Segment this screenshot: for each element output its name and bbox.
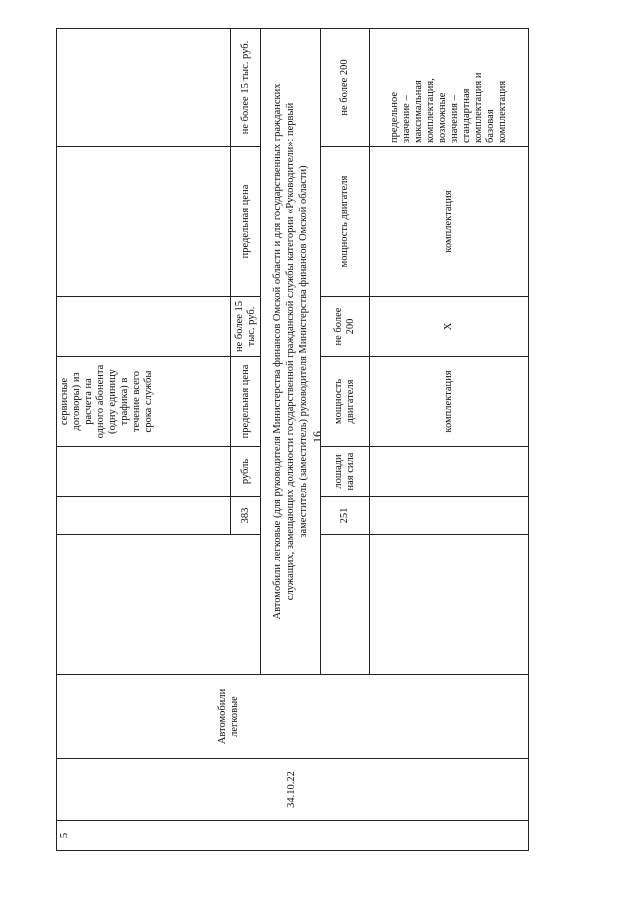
characteristic-value: не более 200 [338,59,350,116]
empty-cell [320,535,369,675]
section-title-line: служащих, замещающих должности государственной гражданской службы категории «Руководители»: первый [284,102,296,601]
description-line: одного абонента [95,364,107,439]
item-name: Автомобили легковые [217,688,241,745]
characteristic-label: мощность двигателя [338,175,350,268]
value-line: значение – [400,95,412,143]
okpd-code: 34.10.22 [286,771,298,808]
measure-unit: лошади ная сила [332,452,356,491]
section-title [261,29,320,675]
value-line: базовая [485,109,497,143]
description-line: расчета на [83,378,95,425]
characteristic-label: предельная цена [239,184,251,259]
characteristic-label: комплектация [442,370,454,433]
value-line: предельное [388,91,400,143]
value-line: значения – [448,95,460,143]
value-line: стандартная [461,88,473,143]
description-line: (одну единицу [107,369,119,434]
rotated-table-wrapper [56,29,529,851]
value-line: максимальная [412,80,424,143]
table-row [57,29,231,851]
characteristic-label: комплектация [442,190,454,253]
characteristic-cell [369,147,528,297]
okpd-code-cell [57,759,529,821]
characteristic-label: предельная цена [239,364,251,439]
measure-unit: рубль [239,458,251,485]
value-line: возможные [436,92,448,143]
section-title-line: заместитель (заместитель) руководителя Министерства финансов Омской области) [298,165,310,538]
description-line: трафика) в [119,377,131,426]
characteristic-cell [231,147,261,297]
characteristic-cell [320,357,369,447]
characteristic-value: не более 15 тыс. руб. [233,300,257,353]
item-name-cell [57,675,529,759]
empty-cell [57,29,231,147]
characteristic-value: не более 200 [332,307,356,346]
characteristic-value: X [442,322,454,331]
empty-cell [57,447,231,497]
value-cell [231,297,261,357]
empty-cell [57,147,231,297]
value-cell [320,297,369,357]
value-line: комплектация [497,80,509,143]
empty-cell [369,497,528,535]
value-cell [369,29,528,147]
catalog-table [56,28,529,851]
unit-cell [320,447,369,497]
description-line: сервисные [59,377,70,426]
section-title-line: Автомобили легковые (для руководителя Министерства финансов Омской области и для государственных гражданских [271,83,283,620]
empty-cell [57,297,231,357]
code-cell [320,497,369,535]
description-line: договоры) из [71,372,83,431]
empty-cell [369,535,528,675]
measure-code: 383 [239,507,251,524]
value-cell [320,29,369,147]
measure-code: 251 [338,507,350,524]
description-cell [57,357,231,447]
value-cell [369,297,528,357]
characteristic-value: не более 15 тыс. руб. [239,40,251,135]
description-line: срока службы [143,370,155,433]
code-cell [231,497,261,535]
description-line: течение всего [131,370,143,433]
empty-cell [57,535,261,675]
value-line: комплектация, [424,78,436,143]
characteristic-cell [231,357,261,447]
value-cell [231,29,261,147]
characteristic-cell [320,147,369,297]
row-number-cell [57,821,529,851]
page-number: 16 [310,431,324,443]
characteristic-label: мощность двигателя [332,378,356,425]
empty-cell [369,447,528,497]
unit-cell [231,447,261,497]
value-line: комплектация и [473,72,485,143]
characteristic-cell [369,357,528,447]
empty-cell [57,497,231,535]
row-number: 5 [59,832,70,839]
